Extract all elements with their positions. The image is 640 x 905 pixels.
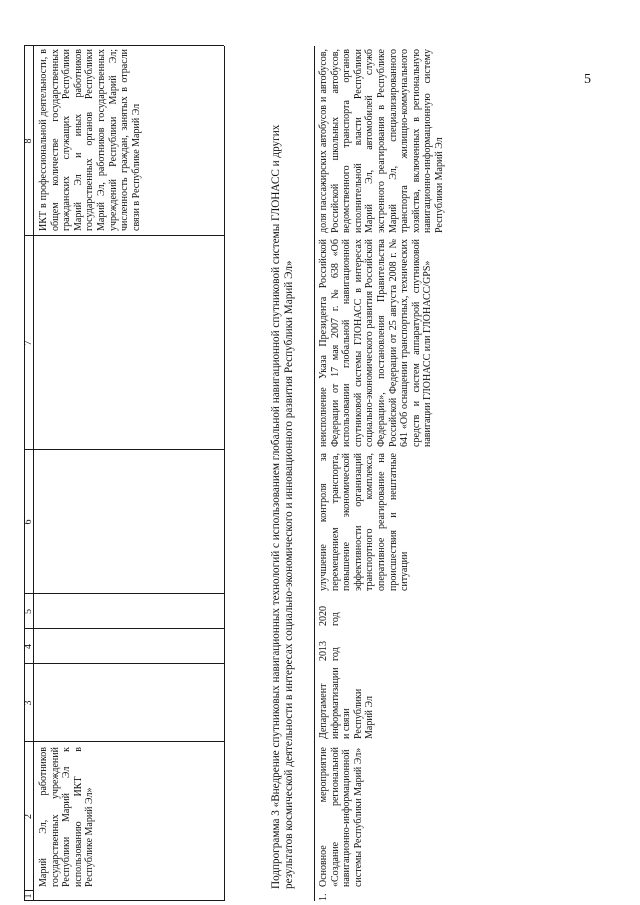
col-2-3-divider-top: [24, 741, 224, 742]
header-col-3: 3: [23, 700, 34, 706]
header-col-1: 1: [23, 893, 34, 899]
continued-row-col-2: Марий Эл, работников государственных учреждений Республики Марий Эл к использованию ИКТ в Республике Марий Эл»: [38, 747, 96, 887]
header-col-5: 5: [23, 609, 34, 614]
header-col-8: 8: [23, 138, 34, 144]
row-1-col-4-start: 2013 год: [318, 641, 341, 661]
col-7-8-divider-top: [24, 235, 224, 236]
col-6-7-divider-top: [24, 449, 224, 450]
col-4-5-divider-top: [24, 628, 224, 629]
row-1-top-border: [314, 46, 315, 901]
row-1-col-3-executor: Департамент информатизации и связи Республики Марий Эл: [318, 667, 376, 739]
row-1-col-2-activity: Основное мероприятие «Создание региональной навигационно-информационной системы Республики Марий Эл»: [318, 747, 364, 887]
header-col-2: 2: [23, 814, 34, 819]
table-right-border: [24, 45, 224, 46]
subprogram-title: Подпрограмма 3 «Внедрение спутниковых навигационных технологий с использованием глобальной навигационной спутниковой системы ГЛОНАСС и других результатов космической деятельности в интересах социально-экономического и инновационного развития Республики Марий Эл»: [270, 124, 295, 889]
header-col-7: 7: [23, 340, 34, 346]
row-1-col-5-end: 2020 год: [318, 606, 341, 626]
col-5-6-divider-top: [24, 593, 224, 594]
continued-row-bottom-border: [224, 46, 225, 901]
header-col-6: 6: [23, 519, 34, 525]
row-1-col-7-consequences: неисполнение Указа Президента Российской Федерации от 17 мая 2007 г. № 638 «Об использовании глобальной навигационной спутниковой системы ГЛОНАСС в интересах социально-экономического развития Российской Федерации», постановления Правительства Российской Федерации от 25 августа 2008 г. № 641 «Об оснащении транспортных, технических средств и систем аппаратурой спутниковой навигации ГЛОНАСС или ГЛОНАСС/GPS»: [318, 239, 434, 447]
continued-row-col-8: ИКТ в профессиональной деятельности, в общем количестве государственных гражданских служащих Республики Марий Эл и иных работников государственных органов Республики Марий Эл, работников государственных учреждений Республики Марий Эл; численность граждан, занятых в отрасли связи в Республике Марий Эл: [38, 49, 142, 231]
row-1-col-6-result: улучшение контроля за перемещением транспорта, повышение экономической эффективности организаций транспортного комплекса, оперативное реагирование на происшествия и нештатные ситуации: [318, 453, 411, 591]
col-3-4-divider-top: [24, 663, 224, 664]
row-1-col-8-indicators: доля пассажирских автобусов и автобусов, Российской школьных автобусов, ведомственного транспорта органов исполнительной власти Республики Марий Эл, автомобилей служб экстренного реагирования в Республике Марий Эл, специализированного транспорта жилищно-коммунального хозяйства, включенных в региональную навигационно-информационную систему Республики Марий Эл: [318, 49, 445, 233]
header-col-4: 4: [23, 644, 34, 649]
table-left-border: [24, 900, 224, 901]
row-1-number: 1.: [318, 893, 329, 901]
page-number: 5: [584, 72, 591, 87]
